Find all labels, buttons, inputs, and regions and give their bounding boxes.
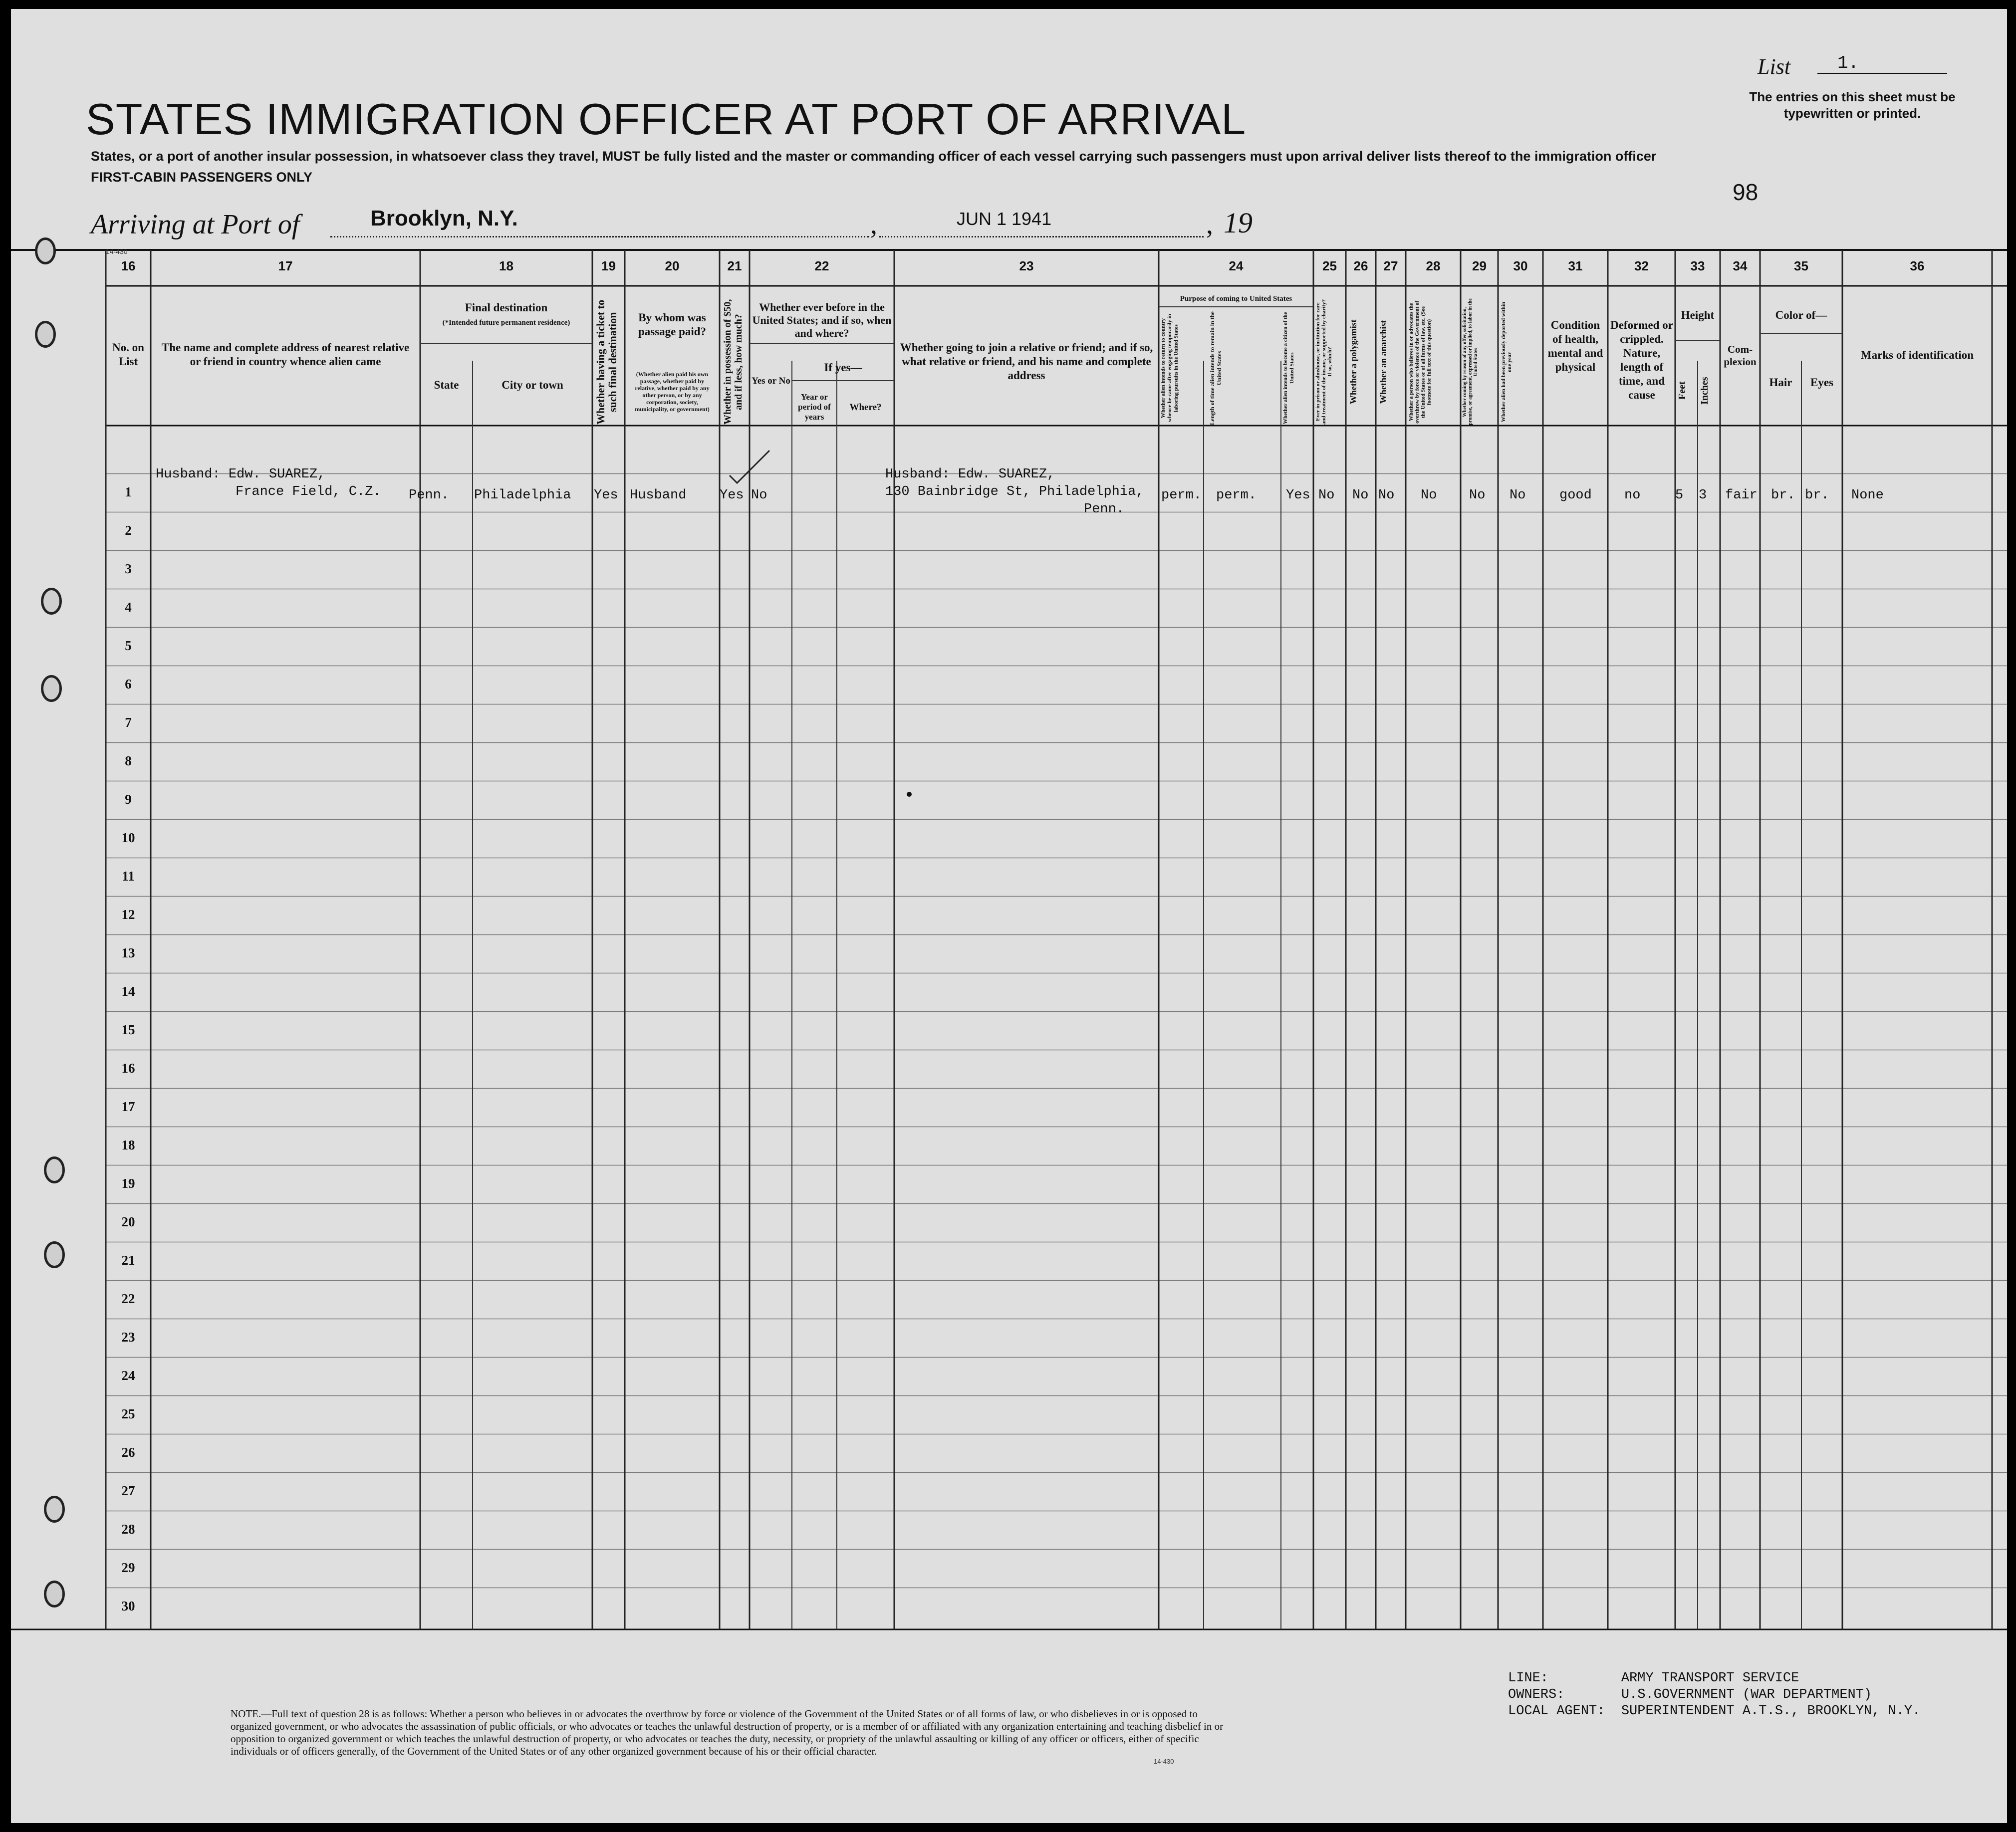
- form-title: STATES IMMIGRATION OFFICER AT PORT OF ARRIVAL: [86, 94, 1247, 144]
- agent-value: SUPERINTENDENT A.T.S., BROOKLYN, N.Y.: [1621, 1704, 1921, 1719]
- header-nearest-relative: The name and complete address of nearest relative or friend in country whence alien came: [161, 341, 410, 368]
- list-number: 1.: [1837, 53, 1859, 73]
- header-city: City or town: [502, 379, 563, 391]
- row-number: 6: [125, 677, 132, 691]
- manifest-sheet: [11, 9, 2007, 1823]
- header-money: Whether in possession of $50, and if less, how much?: [722, 299, 744, 425]
- owners-value: U.S.GOVERNMENT (WAR DEPARTMENT): [1621, 1687, 1872, 1702]
- row-number: 5: [125, 638, 132, 653]
- row-number: 2: [125, 523, 132, 538]
- row-number: 18: [121, 1138, 135, 1152]
- header-citizen-intent: Whether alien intends to become a citizen of the United States: [1282, 312, 1295, 425]
- form-number: 14-430: [106, 247, 128, 255]
- binder-hole: [41, 675, 62, 702]
- table-grid: [11, 9, 2007, 1823]
- row-number: 14: [121, 984, 135, 999]
- entry-prison: No: [1318, 488, 1335, 503]
- row-number: 16: [121, 1061, 135, 1076]
- comma-separator: ,: [870, 209, 877, 240]
- binder-hole: [41, 588, 62, 615]
- header-complexion: Com-plexion: [1724, 343, 1757, 368]
- column-number: 36: [1910, 258, 1925, 273]
- row-number: 4: [125, 600, 132, 615]
- row-number: 11: [122, 869, 135, 884]
- footnote-q28: NOTE.—Full text of question 28 is as follows: Whether a person who believes in or advocates the overthrow by force or violence of the Government of the United States or of all forms of law, or who disbelieves in or is opposed to organized government, or who advocates the assassination of public officials, or who advocates or teaches the unlawful destruction of property, or is a member of or affiliated with any organization entertaining and teaching disbelief in or opposition to organized government or which teaches the unlawful destruction of property, or who advocates or teaches the duty, necessity, or propriety of the unlawful assaulting or killing of any officer or officers, either of specific individuals or of officers generally, of the Government of the United States or of any other organized government because of his or their official character.: [231, 1708, 1224, 1757]
- column-number: 28: [1426, 258, 1441, 273]
- entry-joining-line2: 130 Bainbridge St, Philadelphia,: [885, 484, 1144, 499]
- header-yes-or-no: Yes or No: [752, 376, 790, 386]
- footer-form-number: 14-430: [1154, 1758, 1174, 1765]
- header-marks: Marks of identification: [1860, 349, 1974, 361]
- column-number: 31: [1568, 258, 1583, 273]
- header-polygamist: Whether a polygamist: [1348, 319, 1358, 405]
- entry-money: Yes: [720, 488, 744, 503]
- row-number: 19: [121, 1176, 135, 1191]
- header-if-yes: If yes—: [824, 361, 862, 374]
- column-number: 34: [1733, 258, 1748, 273]
- binder-hole: [44, 1156, 65, 1183]
- date-stamp: JUN 1 1941: [957, 209, 1052, 229]
- arriving-label: Arriving at Port of: [91, 209, 300, 240]
- row-number: 12: [121, 907, 135, 922]
- comma-separator: ,: [1206, 209, 1213, 240]
- column-number: 16: [121, 258, 136, 273]
- header-prison: Ever in prison or almshouse, or institution for care and treatment of the insane, or supported by charity? If so, which?: [1315, 299, 1333, 425]
- header-passage-paid: By whom was passage paid?: [638, 311, 707, 338]
- entry-eyes: br.: [1805, 488, 1829, 503]
- vessel-line-info: [1508, 1670, 1920, 1720]
- row-number: 25: [121, 1406, 135, 1421]
- header-hair: Hair: [1769, 376, 1792, 389]
- column-number: 25: [1322, 258, 1337, 273]
- header-state: State: [434, 379, 459, 391]
- row-number: 1: [125, 484, 132, 499]
- header-height: Height: [1681, 309, 1715, 321]
- header-year-period: Year or period of years: [798, 392, 831, 422]
- passenger-class-label: FIRST-CABIN PASSENGERS ONLY: [91, 170, 313, 185]
- header-passage-note: (Whether alien paid his own passage, whether paid by relative, whether paid by any other person, or by any corporation, society, municipality, or government): [635, 371, 710, 413]
- entry-purpose: perm.: [1161, 488, 1202, 503]
- entry-q28: No: [1421, 488, 1437, 503]
- row-number: 20: [121, 1214, 135, 1229]
- row-number: 17: [121, 1099, 135, 1114]
- entry-marks: None: [1851, 488, 1884, 503]
- entry-q30: No: [1510, 488, 1526, 503]
- line-value: ARMY TRANSPORT SERVICE: [1621, 1671, 1799, 1686]
- entry-length-stay: perm.: [1216, 488, 1257, 503]
- header-final-destination-note: (*Intended future permanent residence): [442, 319, 570, 327]
- header-q29: Whether coming by reason of any offer, solicitation, promise, or agreement, expressed or implied, to labor in the United States: [1462, 298, 1479, 426]
- row-number: 22: [121, 1291, 135, 1306]
- entry-complexion: fair: [1725, 488, 1758, 503]
- row-number: 7: [125, 715, 132, 730]
- header-color-of: Color of—: [1775, 309, 1827, 321]
- entry-relative-line2: France Field, C.Z.: [236, 484, 381, 499]
- header-inches: Inches: [1699, 377, 1710, 405]
- binder-hole: [44, 1581, 65, 1607]
- header-feet: Feet: [1677, 381, 1688, 400]
- row-number: 13: [121, 945, 135, 960]
- row-number: 10: [121, 830, 135, 845]
- header-eyes: Eyes: [1810, 376, 1833, 389]
- list-label: List: [1758, 54, 1791, 79]
- header-no-on-list: No. on List: [112, 341, 144, 368]
- entry-inches: 3: [1699, 488, 1707, 503]
- entry-passage-paid-by: Husband: [630, 488, 687, 503]
- column-number: 30: [1513, 258, 1528, 273]
- header-length-stay: Length of time alien intends to remain in the United States: [1209, 311, 1223, 425]
- entry-deformed: no: [1624, 488, 1641, 503]
- header-ticket: Whether having a ticket to such final destination: [594, 299, 619, 425]
- row-number: 30: [121, 1599, 135, 1613]
- owners-label: OWNERS:: [1508, 1687, 1565, 1702]
- binder-hole: [35, 321, 56, 348]
- column-number: 27: [1383, 258, 1398, 273]
- column-number: 17: [278, 258, 293, 273]
- header-q30: Whether alien had been previously deported within one year: [1501, 302, 1512, 423]
- year-label: 19: [1224, 207, 1253, 239]
- row-number: 28: [121, 1522, 135, 1537]
- entry-joining-line1: Husband: Edw. SUAREZ,: [885, 467, 1055, 482]
- column-number: 20: [665, 258, 680, 273]
- header-before-in-us: Whether ever before in the United States; and if so, when and where?: [752, 301, 892, 339]
- column-number: 29: [1472, 258, 1487, 273]
- row-number: 24: [121, 1368, 135, 1383]
- entry-state: Penn.: [409, 488, 450, 503]
- list-underline: [1817, 73, 1947, 74]
- header-anarchist: Whether an anarchist: [1378, 320, 1388, 404]
- column-number: 32: [1634, 258, 1649, 273]
- row-number: 21: [121, 1253, 135, 1268]
- entry-anarchist: No: [1378, 488, 1395, 503]
- row-number: 29: [121, 1560, 135, 1575]
- column-number: 24: [1229, 258, 1244, 273]
- row-number: 3: [125, 561, 132, 576]
- port-value: Brooklyn, N.Y.: [370, 206, 518, 230]
- agent-label: LOCAL AGENT:: [1508, 1704, 1605, 1719]
- column-number: 18: [499, 258, 513, 273]
- column-number: 33: [1690, 258, 1705, 273]
- header-deformed: Deformed or crippled. Nature, length of time, and cause: [1610, 319, 1673, 401]
- column-number: 22: [814, 258, 829, 273]
- binder-hole: [44, 1241, 65, 1268]
- column-number: 23: [1019, 258, 1034, 273]
- line-label: LINE:: [1508, 1671, 1549, 1686]
- entry-polygamist: No: [1352, 488, 1369, 503]
- row-number: 26: [121, 1445, 135, 1460]
- entry-feet: 5: [1675, 488, 1684, 503]
- column-number: 21: [727, 258, 742, 273]
- form-instruction: States, or a port of another insular possession, in whatsoever class they travel, MUST be fully listed and the master or commanding officer of each vessel carrying such passengers must upon arrival deliver lists thereof to the immigration officer: [91, 149, 1657, 164]
- header-where: Where?: [849, 402, 882, 413]
- row-number: 8: [125, 753, 132, 768]
- binder-hole: [44, 1496, 65, 1523]
- column-number: 35: [1794, 258, 1808, 273]
- entry-ticket: Yes: [594, 488, 618, 503]
- row-number: 15: [121, 1022, 135, 1037]
- column-number: 19: [601, 258, 616, 273]
- row-number: 9: [125, 792, 132, 807]
- header-condition: Condition of health, mental and physical: [1547, 319, 1603, 373]
- header-joining: Whether going to join a relative or friend; and if so, what relative or friend, and his name and complete address: [900, 341, 1153, 382]
- header-purpose-return: Whether alien intends to return to country whence he came after engaging temporarily in laboring pursuits in the United States: [1160, 314, 1179, 423]
- entries-note: The entries on this sheet must be typewritten or printed.: [1749, 89, 1956, 121]
- entry-city: Philadelphia: [474, 488, 571, 503]
- header-purpose: Purpose of coming to United States: [1180, 295, 1292, 303]
- port-dotted-line: [330, 236, 869, 237]
- binder-hole: [35, 237, 56, 264]
- header-final-destination: Final destination: [465, 301, 548, 314]
- column-number: 26: [1353, 258, 1368, 273]
- entry-joining-line3: Penn.: [1084, 502, 1125, 517]
- header-q28: Whether a person who believes in or advocates the overthrow by force or violence of the Government of the United States or of all forms of law, etc. (See footnote for full text of this question): [1408, 300, 1432, 424]
- entry-relative-line1: Husband: Edw. SUAREZ,: [156, 467, 326, 482]
- entry-citizen-intent: Yes: [1286, 488, 1310, 503]
- row-number: 23: [121, 1330, 135, 1345]
- sheet-number: 98: [1733, 179, 1759, 205]
- entry-condition: good: [1559, 488, 1592, 503]
- entry-hair: br.: [1771, 488, 1795, 503]
- entry-q29: No: [1469, 488, 1486, 503]
- date-dotted-line: [879, 236, 1204, 237]
- entry-before-in-us: No: [751, 488, 767, 503]
- row-number: 27: [121, 1483, 135, 1498]
